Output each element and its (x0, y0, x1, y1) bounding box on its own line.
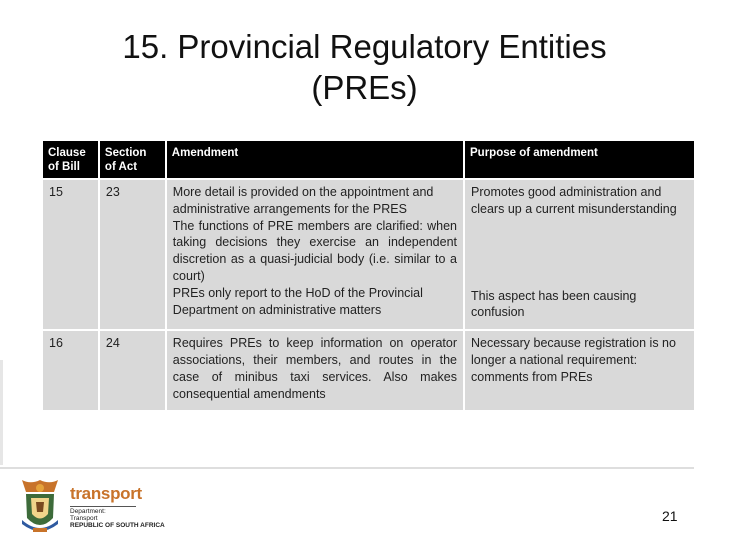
dept-line-2: Transport (70, 515, 98, 523)
cell-clause: 15 (43, 180, 98, 329)
cell-section: 23 (100, 180, 165, 329)
title-line-1: 15. Provincial Regulatory Entities (122, 28, 607, 65)
purpose-text: This aspect has been causing confusion (471, 288, 637, 320)
amendment-text: PREs only report to the HoD of the Provincial Department on administrative matters (172, 285, 423, 317)
dept-line-1: Department: (70, 508, 106, 515)
slide-title (0, 26, 729, 108)
amendments-table (41, 139, 696, 412)
header-clause: Clause of Bill (43, 141, 98, 178)
amendment-text: More detail is provided on the appointment and administrative arrangements for the PRES (172, 185, 434, 216)
table-header-row (43, 141, 694, 178)
cell-amendment (167, 180, 463, 329)
transport-logo (18, 478, 178, 538)
left-divider (0, 360, 3, 465)
cell-purpose (465, 180, 694, 329)
cell-clause: 16 (43, 331, 98, 410)
header-amendment: Amendment (167, 141, 463, 178)
purpose-spacer (471, 218, 688, 288)
coat-of-arms-icon (18, 478, 62, 536)
brand-underline (70, 506, 136, 507)
dept-line-3: REPUBLIC OF SOUTH AFRICA (70, 522, 165, 530)
amendment-text: Requires PREs to keep information on operator associations, their members, and routes in the case of minibus taxi services. Also makes consequential amendments (172, 336, 457, 401)
page-number: 21 (662, 508, 678, 524)
brand-name: transport (70, 484, 142, 503)
footer-divider (0, 467, 694, 469)
cell-purpose (465, 331, 694, 410)
department-text (70, 508, 165, 530)
amendment-text: The functions of PRE members are clarified: when taking decisions they exercise an independent discretion as a quasi-judicial body (i.e. similar to a court) (172, 218, 457, 283)
table-row (43, 331, 694, 410)
purpose-text: Necessary because registration is no longer a national requirement: comments from PREs (471, 336, 676, 384)
header-section: Section of Act (100, 141, 165, 178)
purpose-text: Promotes good administration and clears up a current misunderstanding (471, 185, 677, 216)
title-line-2: (PREs) (311, 69, 418, 106)
table-row (43, 180, 694, 329)
cell-section: 24 (100, 331, 165, 410)
cell-amendment (167, 331, 463, 410)
header-purpose: Purpose of amendment (465, 141, 694, 178)
